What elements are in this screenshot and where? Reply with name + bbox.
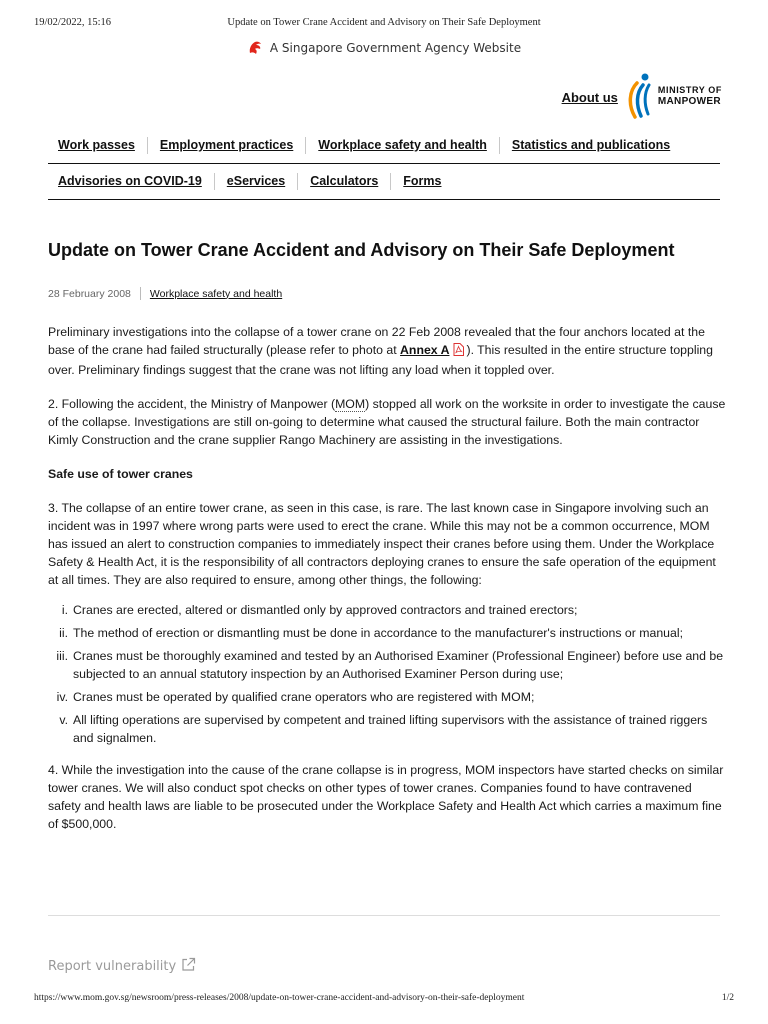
print-page-number: 1/2 [721, 993, 734, 1003]
paragraph-2-text-a: 2. Following the accident, the Ministry of Manpower ( [48, 397, 336, 411]
requirements-list [48, 601, 726, 747]
brand-row [562, 70, 722, 122]
list-item-number: ii. [59, 626, 68, 640]
article-meta [48, 287, 282, 300]
list-item-number: i. [61, 603, 68, 617]
article-title: Update on Tower Crane Accident and Advisory on Their Safe Deployment [48, 240, 675, 260]
list-item [48, 688, 726, 706]
list-item-text: The method of erection or dismantling must be done in accordance to the manufacturer's instructions or manual; [73, 626, 683, 640]
print-footer [34, 993, 734, 1005]
list-item [48, 647, 726, 683]
list-item-text: Cranes must be operated by qualified crane operators who are registered with MOM; [73, 690, 535, 704]
print-page-title: Update on Tower Crane Accident and Advisory on Their Safe Deployment [227, 17, 541, 28]
nav-divider [147, 137, 148, 154]
mom-logo-mark-icon [620, 71, 656, 121]
paragraph-1-text-b: ). This resulted in the entire structure toppling over. Preliminary findings suggest that the crane was not lifting any load when it toppled over. [48, 343, 713, 377]
gov-banner-text: A Singapore Government Agency Website [269, 41, 522, 55]
nav-workplace-safety-and-health[interactable]: Workplace safety and health [318, 138, 487, 152]
logo-text-manpower: MANPOWER [657, 96, 721, 107]
report-vulnerability-link[interactable] [48, 957, 196, 976]
nav-divider [305, 137, 306, 154]
about-us-link[interactable]: About us [561, 90, 618, 105]
external-link-icon [181, 957, 196, 976]
nav-eservices[interactable]: eServices [226, 174, 286, 188]
list-item-number: iii. [56, 649, 68, 663]
subheading-safe-use: Safe use of tower cranes [48, 467, 193, 481]
list-item-text: All lifting operations are supervised by competent and trained lifting supervisors with the assistance of trained riggers and signalmen. [73, 713, 708, 745]
paragraph-2 [48, 395, 726, 449]
nav-divider [499, 137, 500, 154]
list-item-text: Cranes must be thoroughly examined and tested by an Authorised Examiner (Professional Engineer) before use and be subjected to an annual statutory inspection by an Authorised Examiner Person during use; [73, 649, 724, 681]
lion-head-icon [247, 40, 263, 56]
annex-a-link[interactable]: Annex A [400, 343, 450, 357]
main-nav-row-2 [48, 163, 720, 200]
list-item-text: Cranes are erected, altered or dismantled only by approved contractors and trained erectors; [73, 603, 578, 617]
print-header [34, 17, 734, 31]
pdf-icon[interactable] [453, 343, 464, 361]
logo-text-ministry-of: MINISTRY OF [657, 85, 722, 95]
nav-advisories-on-covid-19[interactable]: Advisories on COVID-19 [58, 174, 202, 188]
nav-statistics-and-publications[interactable]: Statistics and publications [511, 138, 671, 152]
mom-abbreviation[interactable]: MOM [335, 397, 366, 411]
main-nav-row-1 [48, 127, 720, 164]
report-vulnerability-label: Report vulnerability [48, 959, 177, 974]
article-body [48, 323, 726, 849]
print-datetime: 19/02/2022, 15:16 [34, 17, 112, 28]
footer-divider [48, 915, 720, 916]
list-item [48, 601, 726, 619]
nav-divider [390, 173, 391, 190]
gov-banner [0, 39, 768, 57]
meta-divider [140, 287, 141, 300]
list-item [48, 624, 726, 642]
nav-employment-practices[interactable]: Employment practices [159, 138, 294, 152]
paragraph-4: 4. While the investigation into the cause of the crane collapse is in progress, MOM inspectors have started checks on similar tower cranes. We will also conduct spot checks on other types of tower cranes. Companies found to have contravened safety and health laws are liable to be prosecuted under the Workplace Safety and Health Act which carries a maximum fine of $500,000. [48, 763, 724, 831]
nav-work-passes[interactable]: Work passes [58, 138, 135, 152]
paragraph-2-text-b: ) stopped all work on the worksite in order to investigate the cause of the collapse. Investigations are still on-going to determine what caused the structural failure. Both the main contractor Kimly Construction and the crane supplier Rango Machinery are assisting in the investigations. [48, 397, 726, 447]
article-category-link[interactable]: Workplace safety and health [149, 287, 283, 300]
mom-logo[interactable] [620, 71, 722, 121]
nav-forms[interactable]: Forms [403, 174, 442, 188]
nav-divider [297, 173, 298, 190]
paragraph-1 [48, 323, 726, 379]
nav-calculators[interactable]: Calculators [310, 174, 379, 188]
article-date: 28 February 2008 [48, 287, 131, 300]
list-item-number: v. [59, 713, 68, 727]
print-page-url: https://www.mom.gov.sg/newsroom/press-releases/2008/update-on-tower-crane-accident-and-advisory-on-their-safe-deployment [34, 993, 525, 1003]
list-item-number: iv. [56, 690, 68, 704]
nav-divider [214, 173, 215, 190]
paragraph-1-text-a: Preliminary investigations into the collapse of a tower crane on 22 Feb 2008 revealed that the four anchors located at the base of the crane had failed structurally (please refer to photo at [48, 325, 705, 357]
list-item [48, 711, 726, 747]
paragraph-3: 3. The collapse of an entire tower crane, as seen in this case, is rare. The last known case in Singapore involving such an incident was in 1997 where wrong parts were used to erect the crane. While this may not be a common occurrence, MOM has issued an alert to construction companies to immediately inspect their cranes before using them. Under the Workplace Safety & Health Act, it is the responsibility of all contractors deploying cranes to ensure the safe operation of the equipment at all times. They are also required to ensure, among other things, the following: [48, 501, 716, 587]
